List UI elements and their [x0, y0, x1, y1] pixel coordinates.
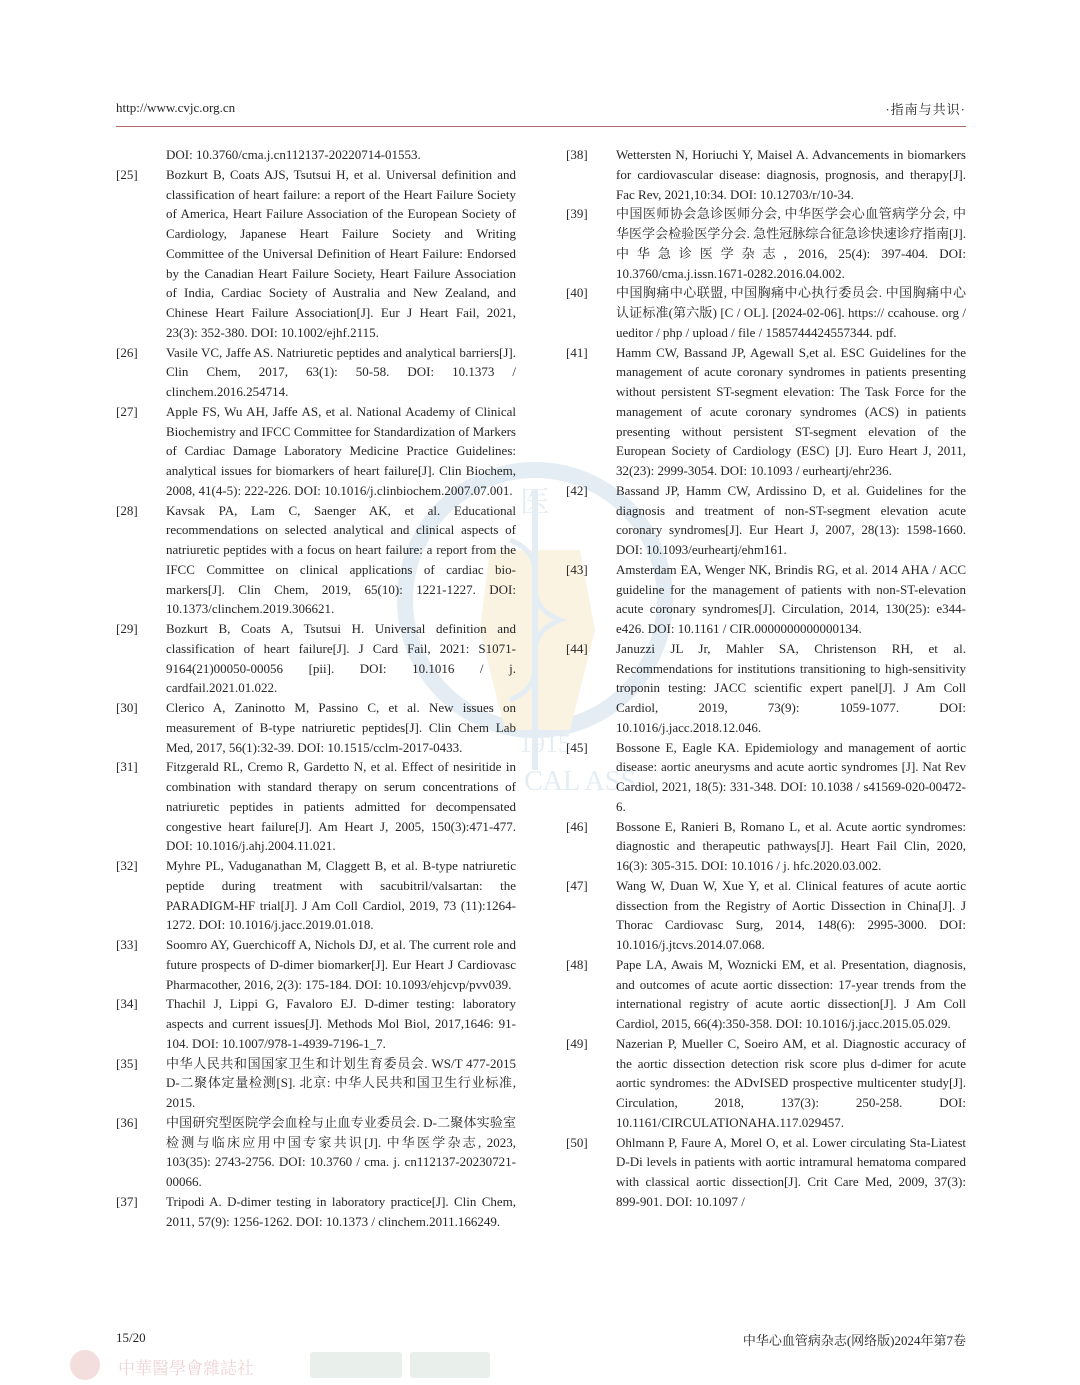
reference-item [116, 343, 516, 402]
reference-item [566, 1133, 966, 1212]
reference-number: [46] [566, 818, 588, 834]
reference-text: Ohlmann P, Faure A, Morel O, et al. Lower circulating Sta-Liatest D-Di levels in patients with aortic intramural hematoma compared with classical aortic dissection[J]. Crit Care Med, 2009, 37(3): 899-901. DOI: 10.1097 / [616, 1134, 966, 1209]
reference-text: DOI: 10.3760/cma.j.cn112137-20220714-01553. [166, 147, 421, 162]
reference-number: [38] [566, 147, 588, 162]
reference-text: Wang W, Duan W, Xue Y, et al. Clinical features of acute aortic dissection from the Registry of Aortic Dissection in China[J]. J Thorac Cardiovasc Surg, 2014, 148(6): 2995-3000. DOI: 10.1016/j.jtcvs.2014.07.068. [616, 877, 966, 952]
reference-text: Fitzgerald RL, Cremo R, Gardetto N, et al. Effect of nesiritide in combination with standard therapy on serum concentrations of natriuretic peptides in patients admitted for decompensated congestive heart failure[J]. Am Heart J, 2005, 150(3):471-477. DOI: 10.1016/j.ahj.2004.11.021. [166, 759, 516, 854]
reference-number: [26] [116, 344, 138, 360]
reference-text: Kavsak PA, Lam C, Saenger AK, et al. Educational recommendations on selected analytical and clinical aspects of natriuretic peptides with a focus on heart failure: a report from the IFCC Committee on clinical applications of cardiac bio-markers[J]. Clin Chem, 2019, 65(10): 1221-1227. DOI: 10.1373/clinchem.2019.306621. [166, 502, 516, 617]
reference-text: Bassand JP, Hamm CW, Ardissino D, et al. Guidelines for the diagnosis and treatment of non-ST-segment elevation acute coronary syndromes[J]. Eur Heart J, 2007, 28(13): 1598-1660. DOI: 10.1093/eurheartj/ehm161. [616, 482, 966, 557]
references-left-column [116, 145, 516, 1231]
reference-item [116, 935, 516, 994]
reference-item [116, 1054, 516, 1113]
reference-item [566, 817, 966, 876]
reference-item [566, 481, 966, 560]
reference-item [566, 204, 966, 283]
reference-text: Apple FS, Wu AH, Jaffe AS, et al. National Academy of Clinical Biochemistry and IFCC Committee for Standardization of Markers of Cardiac Damage Laboratory Medicine Practice Guidelines: analytical issues for biomarkers of heart failure[J]. Clin Biochem, 2008, 41(4-5): 222-226. DOI: 10.1016/j.clinbiochem.2007.07.001. [166, 403, 516, 498]
watermark-arc-text: CAL ASS [524, 766, 636, 797]
reference-item [116, 619, 516, 698]
reference-number: [28] [116, 502, 138, 518]
reference-text: Bossone E, Eagle KA. Epidemiology and management of aortic disease: aortic aneurysms and acute aortic syndromes [J]. Nat Rev Cardiol, 2021, 18(5): 331-348. DOI: 10.1038 / s41569-020-00472-6. [616, 739, 966, 814]
reference-item [566, 1034, 966, 1133]
reference-number: [35] [116, 1055, 138, 1071]
section-label: ·指南与共识· [885, 102, 966, 117]
reference-item [566, 738, 966, 817]
reference-text: Thachil J, Lippi G, Favaloro EJ. D-dimer testing: laboratory aspects and current issues[J]. Methods Mol Biol, 2017,1646: 91-104. DOI: 10.1007/978-1-4939-7196-1_7. [166, 996, 516, 1051]
reference-number: [49] [566, 1035, 588, 1051]
reference-text: Vasile VC, Jaffe AS. Natriuretic peptides and analytical barriers[J]. Clin Chem, 2017, 63(1): 50-58. DOI: 10.1373 / clinchem.2016.254714. [166, 344, 516, 399]
reference-number: [50] [566, 1134, 588, 1150]
header-rule [116, 126, 966, 127]
reference-text: Tripodi A. D-dimer testing in laboratory practice[J]. Clin Chem, 2011, 57(9): 1256-1262. DOI: 10.1373 / clinchem.2011.166249. [166, 1193, 516, 1229]
reference-item [566, 876, 966, 955]
reference-item [116, 856, 516, 935]
watermark-char: 医 [520, 486, 550, 519]
publisher-seal-icon [70, 1350, 100, 1380]
reference-number: [37] [116, 1193, 138, 1209]
reference-item [566, 145, 966, 204]
reference-item [566, 283, 966, 342]
reference-text: Wettersten N, Horiuchi Y, Maisel A. Advancements in biomarkers for cardiovascular disease: diagnosis, prognosis, and therapy[J]. Fac Rev, 2021,10:34. DOI: 10.12703/r/10-34. [616, 147, 966, 202]
reference-number: [32] [116, 858, 138, 873]
watermark-year: 1915 [519, 729, 571, 758]
reference-number: [33] [116, 937, 138, 952]
reference-item [116, 757, 516, 856]
reference-text: Bossone E, Ranieri B, Romano L, et al. Acute aortic syndromes: diagnostic and therapeutic pathways[J]. Heart Fail Clin, 2020, 16(3): 305-315. DOI: 10.1016 / j. hfc.2020.03.002. [616, 818, 966, 873]
reference-item [116, 501, 516, 620]
reference-text: Pape LA, Awais M, Woznicki EM, et al. Presentation, diagnosis, and outcomes of acute aortic dissection: 17-year trends from the international registry of acute aortic dissection[J]. J Am Coll Cardiol, 2015, 66(4):350-358. DOI: 10.1016/j.jacc.2015.05.029. [616, 956, 966, 1031]
reference-number: [25] [116, 166, 138, 182]
reference-text: 中国研究型医院学会血栓与止血专业委员会. D-二聚体实验室检测与临床应用中国专家共识[J]. 中华医学杂志, 2023, 103(35): 2743-2756. DOI: 10.3760 / cma. j. cn112137-20230721-00066. [166, 1114, 516, 1189]
reference-number: [30] [116, 700, 138, 715]
reference-number: [42] [566, 482, 588, 498]
reference-number: [40] [566, 285, 588, 301]
reference-item [566, 343, 966, 481]
reference-item [116, 165, 516, 343]
reference-item [116, 698, 516, 757]
reference-number: [47] [566, 877, 588, 893]
reference-text: 中国医师协会急诊医师分会, 中华医学会心血管病学分会, 中华医学会检验医学分会. 急性冠脉综合征急诊快速诊疗指南[J]. 中华急诊医学杂志, 2016, 25(4): 397-404. DOI: 10.3760/cma.j.issn.1671-0282.2016.04.002. [616, 206, 966, 281]
references-right-column [566, 145, 966, 1212]
page-number: 15/20 [116, 1330, 146, 1345]
reference-item [116, 994, 516, 1053]
reference-number: [34] [116, 996, 138, 1012]
journal-name: 中华心血管病杂志(网络版)2024年第7卷 [742, 1333, 966, 1348]
reference-number: [48] [566, 956, 588, 972]
journal-url: http://www.cvjc.org.cn [116, 100, 236, 115]
reference-number: [45] [566, 739, 588, 755]
publisher-watermark [70, 1348, 490, 1382]
reference-number: [44] [566, 640, 588, 656]
reference-number: [31] [116, 759, 138, 775]
reference-text: Amsterdam EA, Wenger NK, Brindis RG, et al. 2014 AHA / ACC guideline for the management of patients with non-ST-elevation acute coronary syndromes[J]. Circulation, 2014, 130(25): e344-e426. DOI: 10.1161 / CIR.0000000000000134. [616, 561, 966, 636]
reference-number: [39] [566, 206, 588, 222]
reference-item [116, 145, 516, 165]
page-footer [116, 1330, 966, 1350]
reference-item [116, 1113, 516, 1192]
reference-text: 中华人民共和国国家卫生和计划生育委员会. WS/T 477-2015 D-二聚体定量检测[S]. 北京: 中华人民共和国卫生行业标准, 2015. [166, 1055, 516, 1110]
reference-number: [36] [116, 1114, 138, 1130]
reference-number: [41] [566, 344, 588, 360]
publisher-name: 中華醫學會雜誌社 [118, 1359, 254, 1379]
publisher-badge-icon [310, 1352, 402, 1378]
page-header [116, 96, 966, 120]
reference-item [566, 639, 966, 738]
reference-item [116, 402, 516, 501]
reference-number: [27] [116, 403, 138, 419]
reference-item [116, 1192, 516, 1232]
reference-number: [29] [116, 621, 138, 636]
reference-text: Hamm CW, Bassand JP, Agewall S,et al. ESC Guidelines for the management of acute coronary syndromes in patients presenting without persistent ST-segment elevation: The Task Force for the management of acute coronary syndromes (ACS) in patients presenting without persistent ST-segment elevation of the European Society of Cardiology (ESC) [J]. Euro Heart J, 2011, 32(23): 2999-3054. DOI: 10.1093 / eurheartj/ehr236. [616, 344, 966, 478]
publisher-badge-icon [410, 1352, 490, 1378]
reference-text: Bozkurt B, Coats AJS, Tsutsui H, et al. Universal definition and classification of heart failure: a report of the Heart Failure Society of America, Heart Failure Association of the European Society of Cardiology, Japanese Heart Failure Society and Writing Committee of the Universal Definition of Heart Failure: Endorsed by the Canadian Heart Failure Society, Heart Failure Association of India, Cardiac Society of Australia and New Zealand, and Chinese Heart Failure Association[J]. Eur J Heart Fail, 2021, 23(3): 352-380. DOI: 10.1002/ejhf.2115. [166, 166, 516, 340]
reference-text: 中国胸痛中心联盟, 中国胸痛中心执行委员会. 中国胸痛中心认证标准(第六版) [C / OL]. [2024-02-06]. https:// ccahouse. org / ueditor / php / upload / file / 1585744424557344. pdf. [616, 285, 966, 340]
reference-text: Clerico A, Zaninotto M, Passino C, et al. New issues on measurement of B-type natriuretic peptides[J]. Clin Chem Lab Med, 2017, 56(1):32-39. DOI: 10.1515/cclm-2017-0433. [166, 700, 516, 755]
reference-text: Soomro AY, Guerchicoff A, Nichols DJ, et al. The current role and future prospects of D-dimer biomarker[J]. Eur Heart J Cardiovasc Pharmacother, 2016, 2(3): 175-184. DOI: 10.1093/ehjcvp/pvv039. [166, 937, 516, 992]
reference-item [566, 560, 966, 639]
reference-text: Nazerian P, Mueller C, Soeiro AM, et al. Diagnostic accuracy of the aortic dissection detection risk score plus d-dimer for acute aortic syndromes: the ADvISED prospective multicenter study[J]. Circulation, 2018, 137(3): 250-258. DOI: 10.1161/CIRCULATIONAHA.117.029457. [616, 1035, 966, 1130]
reference-text: Myhre PL, Vaduganathan M, Claggett B, et al. B-type natriuretic peptide during treatment with sacubitril/valsartan: the PARADIGM-HF trial[J]. J Am Coll Cardiol, 2019, 73 (11):1264-1272. DOI: 10.1016/j.jacc.2019.01.018. [166, 858, 516, 933]
reference-number: [43] [566, 561, 588, 577]
reference-text: Bozkurt B, Coats A, Tsutsui H. Universal definition and classification of heart failure[J]. J Card Fail, 2021: S1071-9164(21)00050-00056 [pii]. DOI: 10.1016 / j. cardfail.2021.01.022. [166, 621, 516, 696]
reference-text: Januzzi JL Jr, Mahler SA, Christenson RH, et al. Recommendations for institutions transitioning to high-sensitivity troponin testing: JACC scientific expert panel[J]. J Am Coll Cardiol, 2019, 73(9): 1059-1077. DOI: 10.1016/j.jacc.2018.12.046. [616, 640, 966, 735]
reference-item [566, 955, 966, 1034]
